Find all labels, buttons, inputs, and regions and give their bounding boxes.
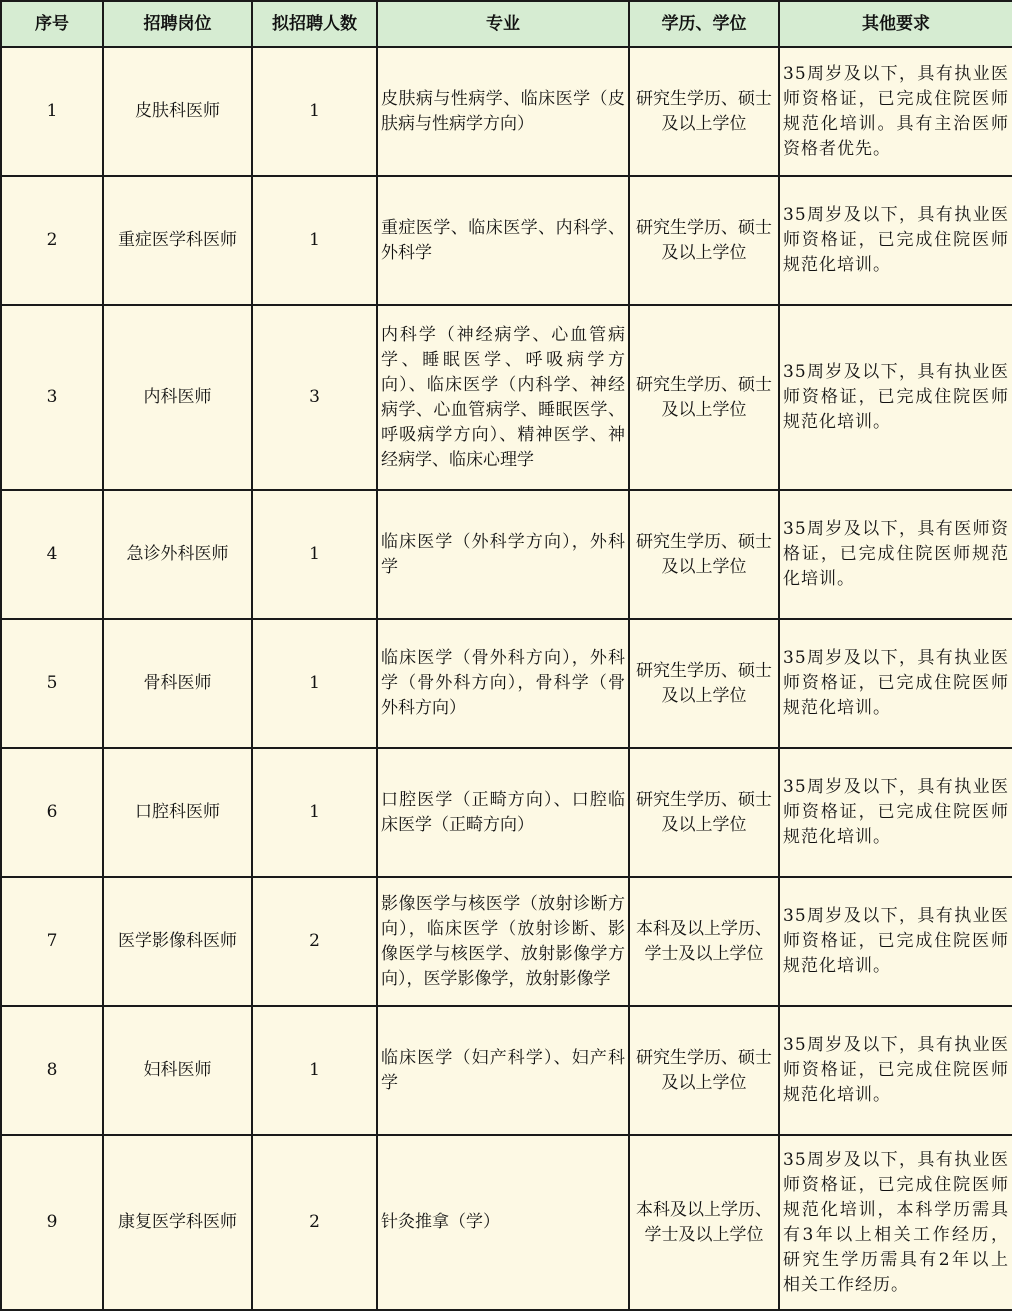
cell-post: 内科医师: [103, 305, 252, 490]
cell-major: 临床医学（妇产科学）、妇产科学: [377, 1006, 629, 1135]
cell-post: 骨科医师: [103, 619, 252, 748]
cell-count: 1: [252, 176, 377, 305]
cell-no: 4: [1, 490, 103, 619]
cell-no: 8: [1, 1006, 103, 1135]
cell-no: 2: [1, 176, 103, 305]
cell-major: 临床医学（外科学方向），外科学: [377, 490, 629, 619]
cell-count: 1: [252, 748, 377, 877]
header-requirements: 其他要求: [779, 1, 1012, 47]
table-row: [1, 748, 1012, 877]
cell-requirements: 35周岁及以下，具有执业医师资格证，已完成住院医师规范化培训，本科学历需具有3年以上相关工作经历，研究生学历需具有2年以上相关工作经历。: [779, 1135, 1012, 1310]
cell-major: 影像医学与核医学（放射诊断方向），临床医学（放射诊断、影像医学与核医学、放射影像学方向），医学影像学，放射影像学: [377, 877, 629, 1006]
cell-no: 9: [1, 1135, 103, 1310]
cell-no: 1: [1, 47, 103, 176]
header-count: 拟招聘人数: [252, 1, 377, 47]
cell-requirements: 35周岁及以下，具有执业医师资格证，已完成住院医师规范化培训。: [779, 748, 1012, 877]
cell-post: 妇科医师: [103, 1006, 252, 1135]
cell-post: 重症医学科医师: [103, 176, 252, 305]
header-major: 专业: [377, 1, 629, 47]
cell-education: 研究生学历、硕士及以上学位: [629, 619, 779, 748]
header-no: 序号: [1, 1, 103, 47]
cell-post: 康复医学科医师: [103, 1135, 252, 1310]
cell-major: 皮肤病与性病学、临床医学（皮肤病与性病学方向）: [377, 47, 629, 176]
cell-education: 研究生学历、硕士及以上学位: [629, 47, 779, 176]
cell-post: 口腔科医师: [103, 748, 252, 877]
cell-count: 3: [252, 305, 377, 490]
cell-major: 内科学（神经病学、心血管病学、睡眠医学、呼吸病学方向）、临床医学（内科学、神经病学、心血管病学、睡眠医学、呼吸病学方向）、精神医学、神经病学、临床心理学: [377, 305, 629, 490]
table-row: [1, 176, 1012, 305]
cell-education: 研究生学历、硕士及以上学位: [629, 176, 779, 305]
cell-requirements: 35周岁及以下，具有执业医师资格证，已完成住院医师规范化培训。: [779, 1006, 1012, 1135]
header-post: 招聘岗位: [103, 1, 252, 47]
cell-no: 3: [1, 305, 103, 490]
cell-education: 研究生学历、硕士及以上学位: [629, 748, 779, 877]
cell-count: 1: [252, 47, 377, 176]
header-row: [1, 1, 1012, 47]
cell-count: 2: [252, 1135, 377, 1310]
cell-education: 研究生学历、硕士及以上学位: [629, 305, 779, 490]
cell-education: 研究生学历、硕士及以上学位: [629, 490, 779, 619]
cell-count: 1: [252, 490, 377, 619]
cell-major: 临床医学（骨外科方向），外科学（骨外科方向），骨科学（骨外科方向）: [377, 619, 629, 748]
table-row: [1, 47, 1012, 176]
cell-education: 本科及以上学历、学士及以上学位: [629, 1135, 779, 1310]
cell-post: 医学影像科医师: [103, 877, 252, 1006]
table-row: [1, 305, 1012, 490]
cell-count: 2: [252, 877, 377, 1006]
cell-major: 针灸推拿（学）: [377, 1135, 629, 1310]
table-row: [1, 877, 1012, 1006]
table-row: [1, 490, 1012, 619]
cell-education: 本科及以上学历、学士及以上学位: [629, 877, 779, 1006]
cell-requirements: 35周岁及以下，具有医师资格证，已完成住院医师规范化培训。: [779, 490, 1012, 619]
cell-requirements: 35周岁及以下，具有执业医师资格证，已完成住院医师规范化培训。: [779, 619, 1012, 748]
cell-requirements: 35周岁及以下，具有执业医师资格证，已完成住院医师规范化培训。: [779, 305, 1012, 490]
cell-requirements: 35周岁及以下，具有执业医师资格证，已完成住院医师规范化培训。: [779, 176, 1012, 305]
cell-requirements: 35周岁及以下，具有执业医师资格证，已完成住院医师规范化培训。具有主治医师资格者优先。: [779, 47, 1012, 176]
table-row: [1, 1135, 1012, 1310]
cell-major: 重症医学、临床医学、内科学、外科学: [377, 176, 629, 305]
cell-no: 7: [1, 877, 103, 1006]
cell-post: 急诊外科医师: [103, 490, 252, 619]
cell-no: 5: [1, 619, 103, 748]
header-education: 学历、学位: [629, 1, 779, 47]
cell-requirements: 35周岁及以下，具有执业医师资格证，已完成住院医师规范化培训。: [779, 877, 1012, 1006]
cell-no: 6: [1, 748, 103, 877]
cell-education: 研究生学历、硕士及以上学位: [629, 1006, 779, 1135]
cell-count: 1: [252, 619, 377, 748]
cell-post: 皮肤科医师: [103, 47, 252, 176]
cell-major: 口腔医学（正畸方向）、口腔临床医学（正畸方向）: [377, 748, 629, 877]
table-row: [1, 1006, 1012, 1135]
cell-count: 1: [252, 1006, 377, 1135]
table-row: [1, 619, 1012, 748]
